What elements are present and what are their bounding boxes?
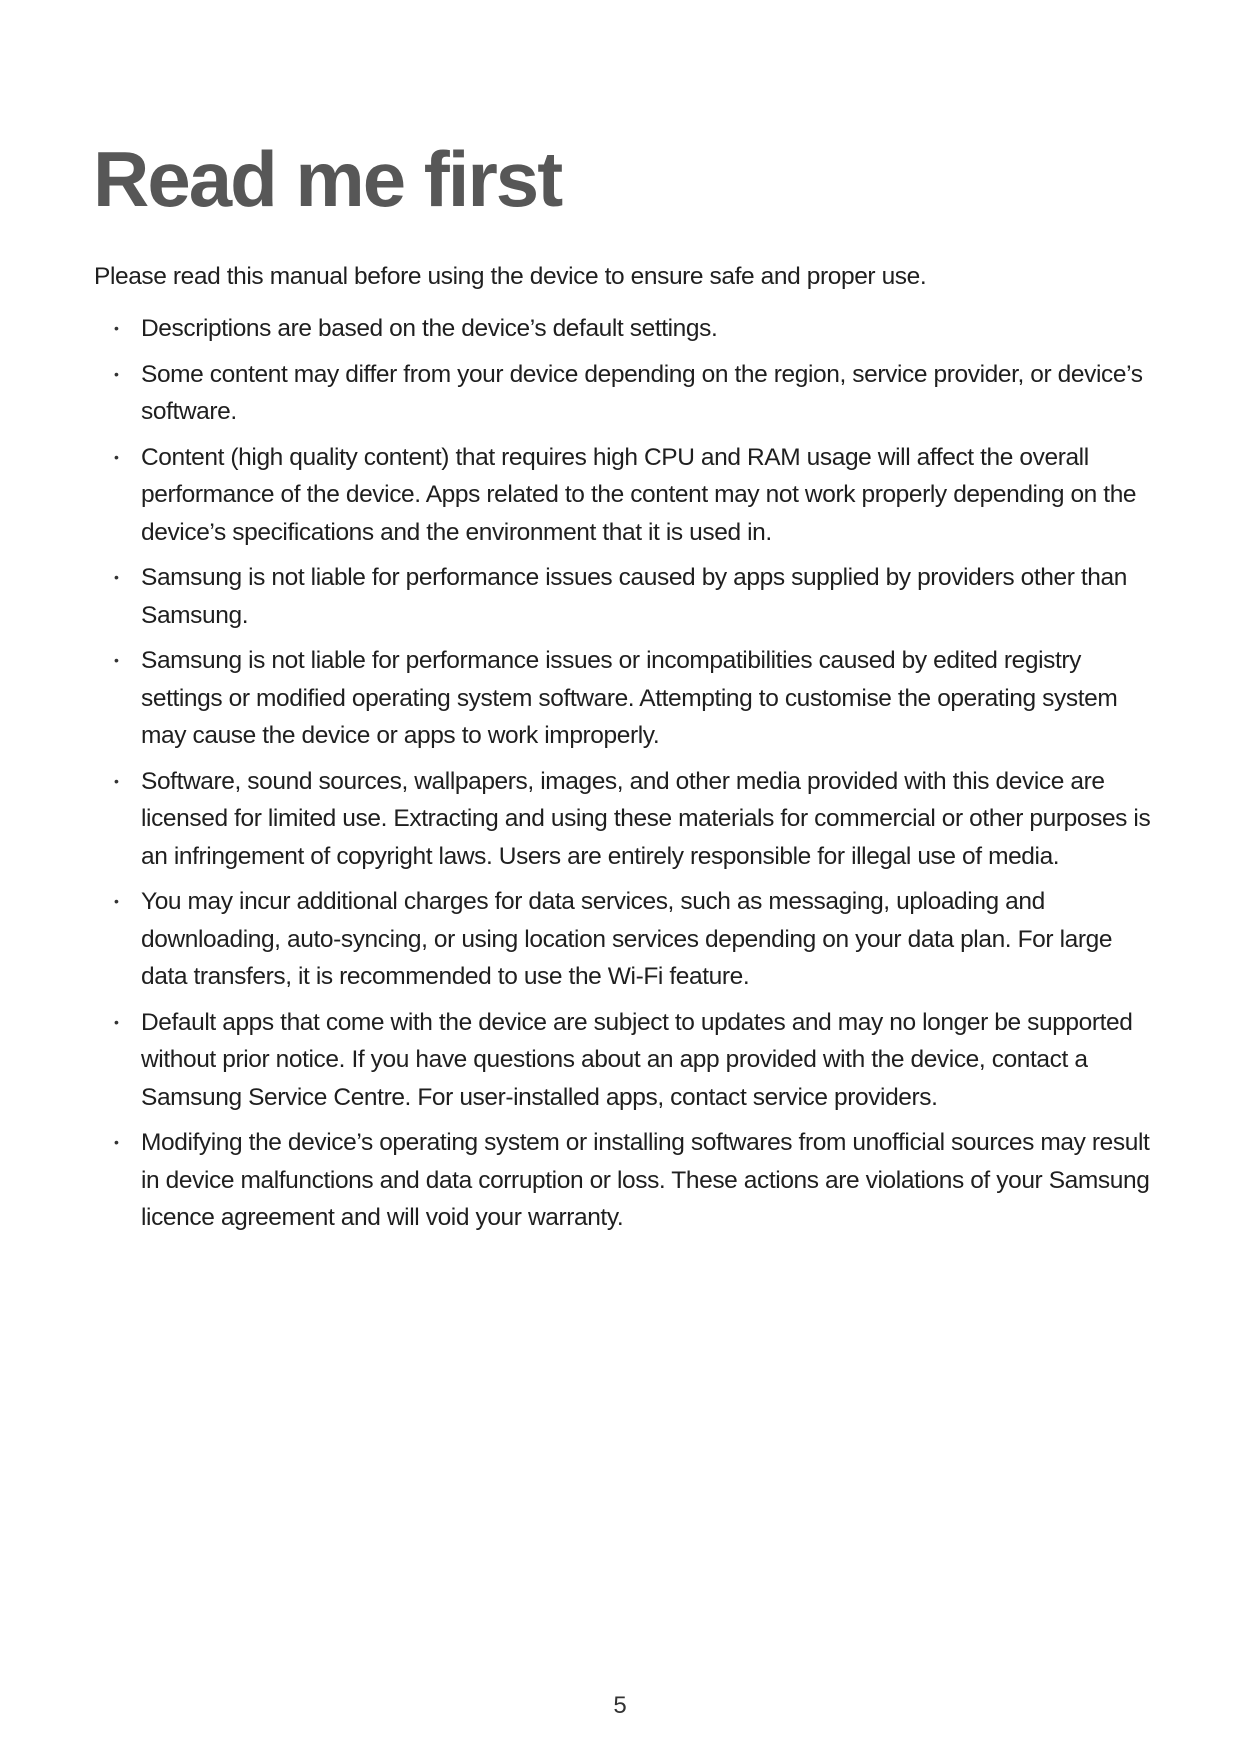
list-item-text: Default apps that come with the device are subject to updates and may no longer be supported without prior notice. If you have questions about an app provided with the device, contact a Samsung Service Centre. For user-installed apps, contact service providers. <box>141 1008 1133 1111</box>
page-number: 5 <box>613 1692 627 1719</box>
list-item <box>94 883 1160 996</box>
page-title: Read me first <box>93 135 562 223</box>
list-item <box>94 1124 1160 1237</box>
bullet-icon: • <box>114 893 119 909</box>
bullet-icon: • <box>114 1134 119 1150</box>
list-item <box>94 1004 1160 1117</box>
bullet-icon: • <box>114 652 119 668</box>
bullet-icon: • <box>114 320 119 336</box>
list-item <box>94 356 1160 431</box>
list-item-text: Content (high quality content) that requires high CPU and RAM usage will affect the overall performance of the device. Apps related to the content may not work properly depending on the device’s specifications and the environment that it is used in. <box>141 443 1137 546</box>
bullet-icon: • <box>114 569 119 585</box>
list-item-text: Software, sound sources, wallpapers, images, and other media provided with this device are licensed for limited use. Extracting and using these materials for commercial or other purposes is an infringement of copyright laws. Users are entirely responsible for illegal use of media. <box>141 767 1151 870</box>
list-item-text: Samsung is not liable for performance issues or incompatibilities caused by edited registry settings or modified operating system software. Attempting to customise the operating system may cause the device or apps to work improperly. <box>141 647 1118 749</box>
list-item <box>94 559 1160 634</box>
intro-paragraph: Please read this manual before using the device to ensure safe and proper use. <box>94 263 927 290</box>
list-item-text: Modifying the device’s operating system or installing softwares from unofficial sources may result in device malfunctions and data corruption or loss. These actions are violations of your Samsung licence agreement and will void your warranty. <box>141 1129 1150 1231</box>
list-item-text: Some content may differ from your device depending on the region, service provider, or device’s software. <box>141 360 1143 425</box>
list-item <box>94 439 1160 552</box>
list-item <box>94 310 1160 348</box>
list-item-text: You may incur additional charges for data services, such as messaging, uploading and downloading, auto-syncing, or using location services depending on your data plan. For large data transfers, it is recommended to use the Wi-Fi feature. <box>141 888 1113 990</box>
list-item <box>94 642 1160 755</box>
bullet-icon: • <box>114 772 119 789</box>
bullet-icon: • <box>114 448 119 465</box>
list-item-text: Descriptions are based on the device’s default settings. <box>141 315 718 342</box>
bullet-icon: • <box>114 365 119 382</box>
bullet-icon: • <box>114 1013 119 1030</box>
list-item-text: Samsung is not liable for performance issues caused by apps supplied by providers other than Samsung. <box>141 564 1127 629</box>
bullet-list <box>94 310 1160 1245</box>
list-item <box>94 763 1160 876</box>
